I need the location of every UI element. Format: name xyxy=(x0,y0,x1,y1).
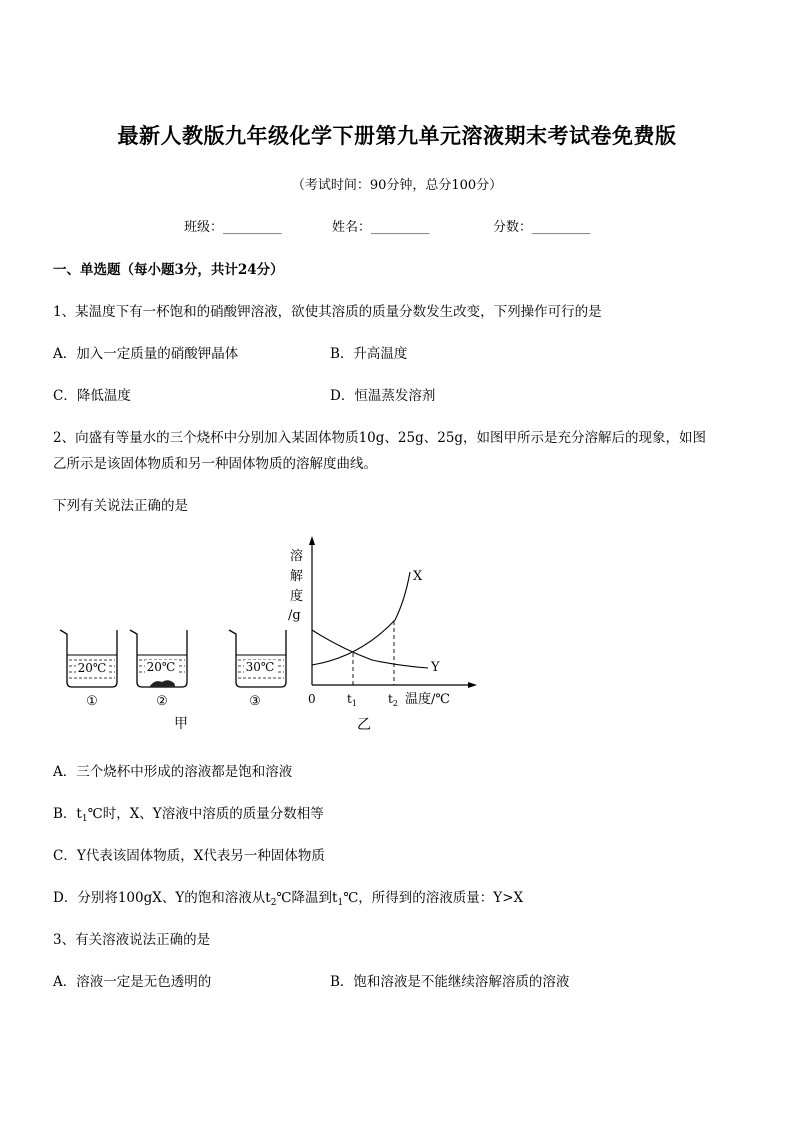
exam-subtitle: （考试时间：90分钟，总分100分） xyxy=(291,178,503,193)
caption-jia: 甲 xyxy=(174,716,188,732)
q2-option-d: D．分别将100gX、Y的饱和溶液从$t_2℃$降温到$t_1℃$，所得到的溶液质量：Y>X xyxy=(53,890,524,908)
beaker-1-temp: 20℃ xyxy=(77,661,107,675)
q2-figure xyxy=(0,530,794,740)
beaker-1 xyxy=(60,630,117,687)
q3-option-b: B．饱和溶液是不能继续溶解溶质的溶液 xyxy=(330,974,570,990)
y-axis-label-2: 解 xyxy=(290,569,304,584)
page-title: 最新人教版九年级化学下册第九单元溶液期末考试卷免费版 xyxy=(117,123,677,148)
beaker-3 xyxy=(229,630,286,687)
question-2-stem-line2: 乙所示是该固体物质和另一种固体物质的溶解度曲线。 xyxy=(53,456,377,472)
t2-label: $t_2$ xyxy=(388,692,398,708)
beaker-3-number: ③ xyxy=(249,694,261,709)
question-3-stem: 3、有关溶液说法正确的是 xyxy=(53,932,211,948)
q2-option-c: C．Y代表该固体物质，X代表另一种固体物质 xyxy=(53,848,325,864)
y-axis-label-4: /g xyxy=(288,608,301,623)
solubility-graph xyxy=(288,536,477,708)
q2-option-a: A．三个烧杯中形成的溶液都是饱和溶液 xyxy=(53,764,293,780)
beaker-2-temp: 20℃ xyxy=(146,660,176,674)
curve-x xyxy=(312,572,410,665)
caption-yi: 乙 xyxy=(357,717,371,733)
y-axis-label-1: 溶 xyxy=(290,549,304,564)
q3-option-a: A．溶液一定是无色透明的 xyxy=(53,974,212,990)
question-1-stem: 1、某温度下有一杯饱和的硝酸钾溶液，欲使其溶质的质量分数发生改变，下列操作可行的是 xyxy=(53,304,602,320)
q1-option-d: D．恒温蒸发溶剂 xyxy=(330,388,436,404)
question-2-stem-line3: 下列有关说法正确的是 xyxy=(53,498,188,514)
q1-option-b: B．升高温度 xyxy=(330,346,408,362)
curve-y xyxy=(312,630,428,668)
q1-option-a: A．加入一定质量的硝酸钾晶体 xyxy=(53,346,239,362)
curve-y-label: Y xyxy=(431,660,440,675)
y-axis-label-3: 度 xyxy=(290,589,304,604)
beaker-3-temp: 30℃ xyxy=(245,660,275,674)
beaker-2-number: ② xyxy=(156,694,168,709)
class-field: 班级：_________ xyxy=(184,220,282,235)
beaker-2 xyxy=(130,630,187,687)
beaker-1-number: ① xyxy=(86,694,98,709)
score-field: 分数：_________ xyxy=(493,220,591,235)
undissolved-solid xyxy=(150,680,175,687)
x-axis-label: 温度/℃ xyxy=(405,692,450,707)
q2-option-b: B．$t_1℃$时，X、Y溶液中溶质的质量分数相等 xyxy=(53,806,324,824)
t1-label: $t_1$ xyxy=(347,692,357,708)
curve-x-label: X xyxy=(413,569,423,584)
name-field: 姓名：_________ xyxy=(332,220,430,235)
q1-option-c: C．降低温度 xyxy=(53,388,131,404)
section-heading: 一、单选题（每小题3分，共计24分） xyxy=(53,262,284,278)
question-2-stem-line1: 2、向盛有等量水的三个烧杯中分别加入某固体物质10g、25g、25g，如图甲所示是充分溶解后的现象，如图 xyxy=(53,430,707,446)
origin-label: 0 xyxy=(308,692,316,706)
